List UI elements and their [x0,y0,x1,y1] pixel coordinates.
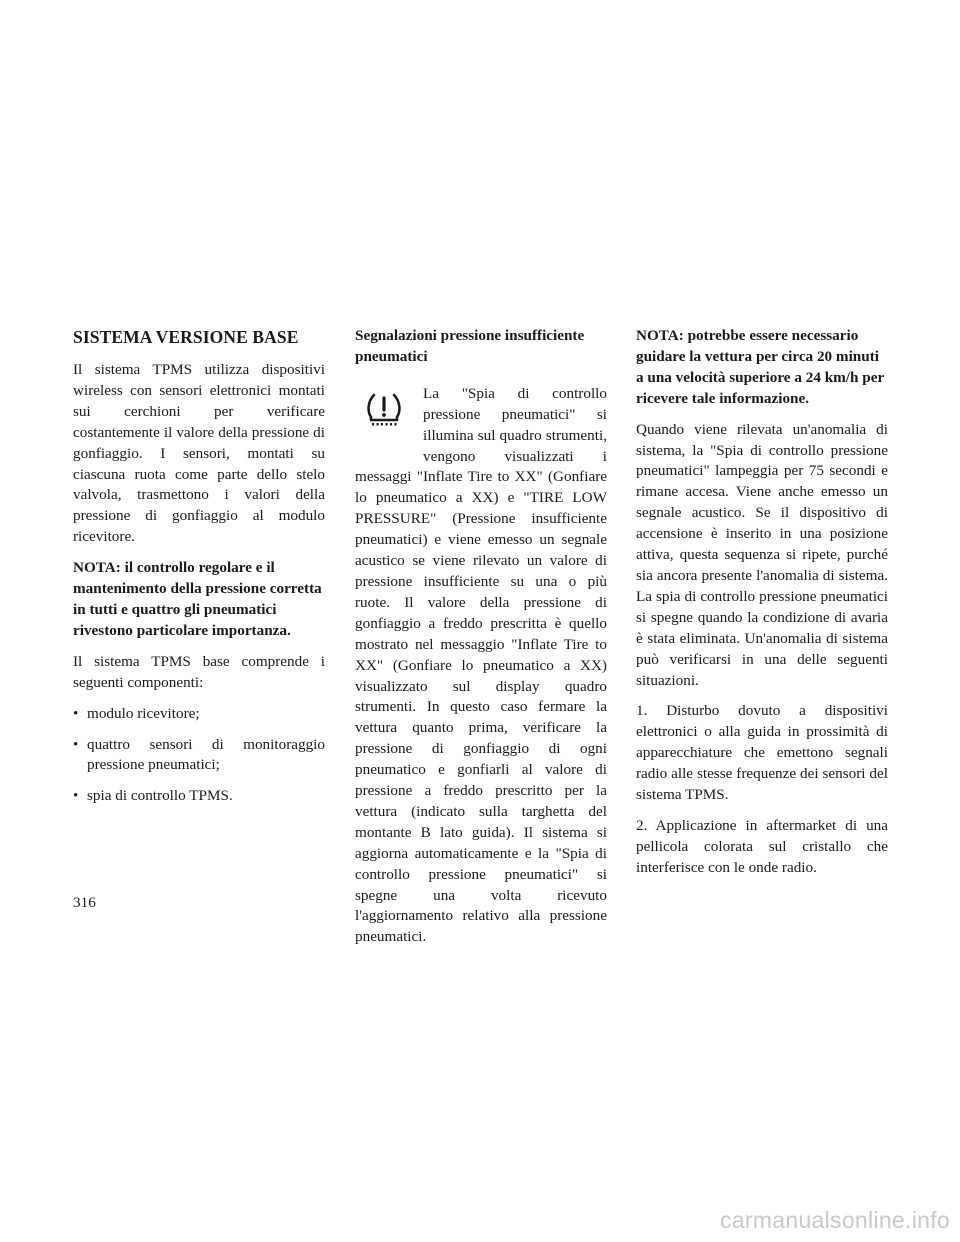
list-item: 2. Applicazione in aftermarket di una pellicola colorata sul cristallo che interferisce con le onde radio. [636,816,888,876]
list-item: • modulo ricevitore; [73,704,325,725]
intro-paragraph: Il sistema TPMS utilizza dispositivi wireless con sensori elettronici montati sui cerchioni per verificare costantemente il valore della pressione di gonfiaggio. I sensori, montati su ciascuna ruota come parte dello stelo valvola, trasmettono i valori della pressione di gonfiaggio al modulo ricevitore. [73,361,325,546]
note-drive-time: NOTA: potrebbe essere necessario guidare la vettura per circa 20 minuti a una velocità superiore a 24 km/h per ricevere tale informazione. [636,327,884,407]
watermark: carmanualsonline.info [719,1207,950,1233]
low-pressure-paragraph: La "Spia di controllo pressione pneumatici" si illumina sul quadro strumenti, vengono visualizzati i messaggi "Inflate Tire to XX" (Gonfiare lo pneumatico a XX) e "TIRE LOW PRESSURE" (Pressione insufficiente pneumatici) e viene emesso un segnale acustico se viene rilevato un valore di pressione insufficiente su una o più ruote. Il valore della pressione di gonfiaggio a freddo prescritta è quello mostrato nel messaggio "Inflate Tire to XX" (Gonfiare lo pneumatico a XX) visualizzato sul display quadro strumenti. In questo caso fermare la vettura quanto prima, verificare la pressione di gonfiaggio di ogni pneumatico e gonfiarli al valore di pressione a freddo prescritto per la vettura (indicato sulla targhetta del montante B lato guida). Il sistema si aggiorna automaticamente e la "Spia di controllo pressione pneumatici" si spegne una volta ricevuto l'aggiornamento relativo alla pressione pneumatici. [355,384,607,946]
column-right [636,326,888,889]
note-maintenance: NOTA: il controllo regolare e il mantenimento della pressione corretta in tutti e quattro gli pneumatici rivestono particolare importanza. [73,559,322,639]
column-middle [355,326,607,958]
list-item: 1. Disturbo dovuto a dispositivi elettronici o alla guida in prossimità di apparecchiature che emettono segnali radio alle stesse frequenze dei sensori del sistema TPMS. [636,702,888,804]
page-number: 316 [73,894,96,911]
section-title: SISTEMA VERSIONE BASE [73,327,299,347]
column-left [73,326,325,817]
list-item: • spia di controllo TPMS. [73,786,325,807]
components-list [73,704,325,808]
list-item: • quattro sensori di monitoraggio pressione pneumatici; [73,735,325,777]
components-intro: Il sistema TPMS base comprende i seguenti componenti: [73,652,325,691]
subheading-low-pressure: Segnalazioni pressione insufficiente pneumatici [355,327,585,365]
system-fault-paragraph: Quando viene rilevata un'anomalia di sistema, la "Spia di controllo pressione pneumatici" lampeggia per 75 secondi e rimane accesa. Viene anche emesso un segnale acustico. Se il dispositivo di accensione è inserito in una posizione attiva, questa sequenza si ripete, purché sia ancora presente l'anomalia di sistema. La spia di controllo pressione pneumatici si spegne quando la condizione di avaria è stata eliminata. Un'anomalia di sistema può verificarsi in una delle seguenti situazioni. [636,420,888,689]
tpms-warning-icon [355,384,423,464]
